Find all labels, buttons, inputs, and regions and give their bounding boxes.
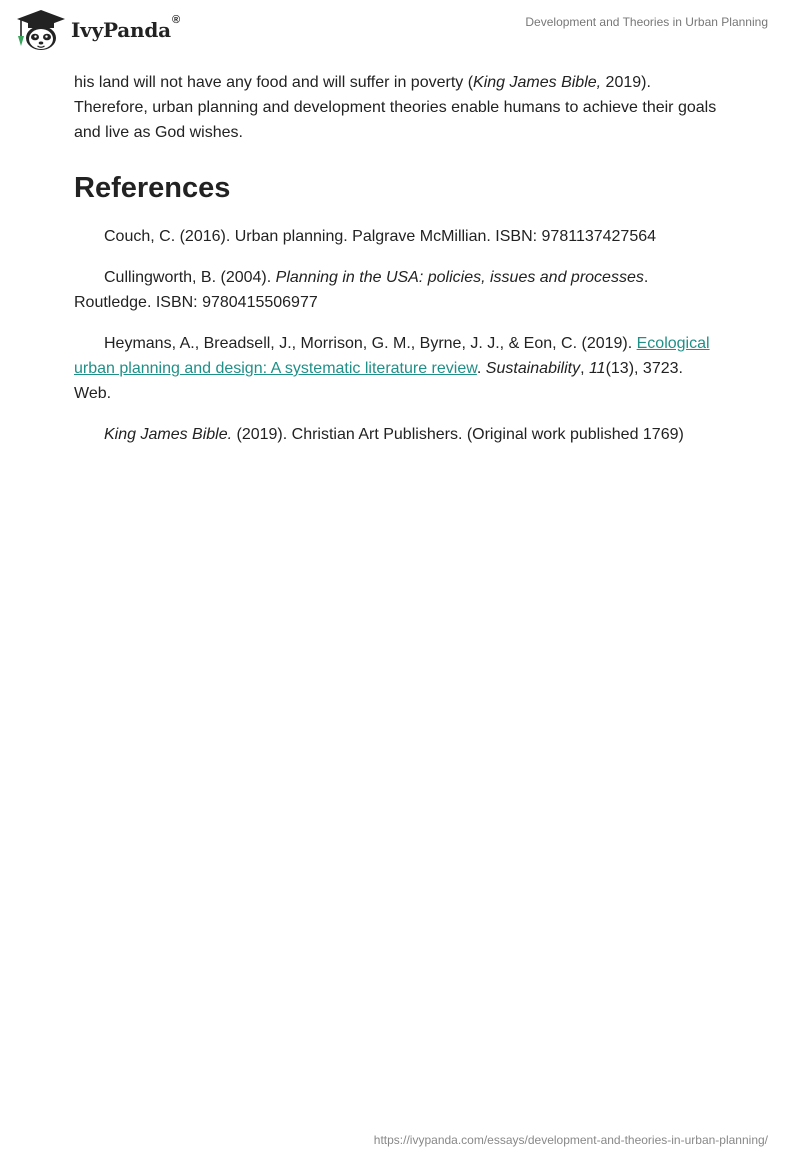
reference-item: Cullingworth, B. (2004). Planning in the USA: policies, issues and processes. Routledge. ISBN: 9780415506977 xyxy=(74,269,649,311)
reference-item: Heymans, A., Breadsell, J., Morrison, G. M., Byrne, J. J., & Eon, C. (2019). Ecological urban planning and design: A systematic literature review. Sustainability, 11(13), 3723. Web. xyxy=(74,335,710,402)
intro-paragraph: his land will not have any food and will suffer in poverty (King James Bible, 2019). Therefore, urban planning and development theories enable humans to achieve their goals and live as God wishes. xyxy=(74,74,717,141)
panda-graduate-icon xyxy=(15,8,67,52)
reference-link[interactable]: Ecological urban planning and design: A systematic literature review xyxy=(74,335,710,377)
source-url[interactable]: https://ivypanda.com/essays/development-and-theories-in-urban-planning/ xyxy=(373,1133,768,1147)
reference-item: King James Bible. (2019). Christian Art Publishers. (Original work published 1769) xyxy=(104,426,684,443)
page-header xyxy=(0,0,800,64)
references-heading: References xyxy=(74,172,231,204)
logo-wordmark: IvyPanda® xyxy=(71,14,180,42)
running-title: Development and Theories in Urban Planning xyxy=(525,15,768,29)
reference-item: Couch, C. (2016). Urban planning. Palgrave McMillian. ISBN: 9781137427564 xyxy=(104,228,657,245)
ivypanda-logo[interactable] xyxy=(15,8,180,52)
document-body xyxy=(74,70,724,463)
